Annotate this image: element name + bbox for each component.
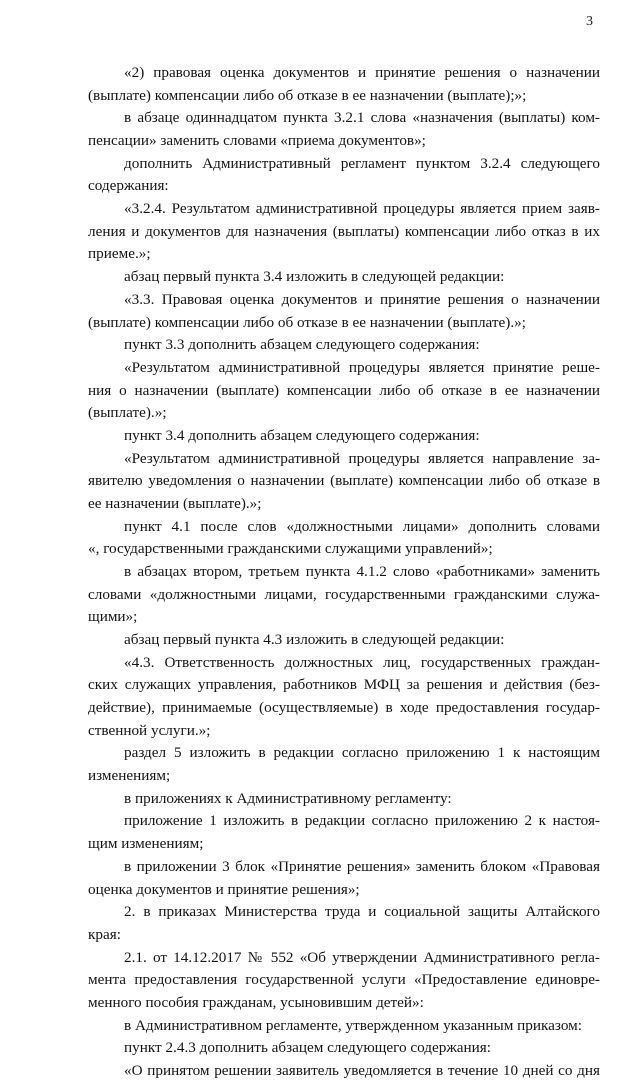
text-line: ских служащих управления, работников МФЦ за решения и действия (без- xyxy=(88,676,600,694)
text-line: менного пособия гражданам, усыновившим детей»: xyxy=(88,993,424,1011)
text-line: «3.3. Правовая оценка документов и принятие решения о назначении xyxy=(124,290,600,308)
text-line: ственной услуги.»; xyxy=(88,721,211,739)
text-line: действие), принимаемые (осуществляемые) в ходе предоставления государ- xyxy=(88,699,600,716)
text-line: в абзацах втором, третьем пункта 4.1.2 слово «работниками» заменить xyxy=(124,563,600,580)
text-line: щими»; xyxy=(88,608,138,626)
text-line: щим изменениям; xyxy=(88,835,204,853)
text-line: пункт 3.4 дополнить абзацем следующего содержания: xyxy=(124,426,480,444)
text-line: явителю уведомления о назначении (выплате) компенсации либо об отказе в xyxy=(88,472,600,490)
text-line: 2. в приказах Министерства труда и социальной защиты Алтайского xyxy=(124,903,600,921)
text-line: в Административном регламенте, утвержденном указанным приказом: xyxy=(124,1016,582,1034)
text-line: «О принятом решении заявитель уведомляется в течение 10 дней со дня xyxy=(124,1061,600,1079)
text-line: приеме.»; xyxy=(88,245,151,263)
text-line: «Результатом административной процедуры является принятие реше- xyxy=(124,358,600,376)
text-line: «2) правовая оценка документов и принятие решения о назначении xyxy=(124,64,600,81)
page-number: 3 xyxy=(586,14,593,29)
text-line: «Результатом административной процедуры является направление за- xyxy=(124,449,600,467)
text-line: в приложении 3 блок «Принятие решения» заменить блоком «Правовая xyxy=(124,857,600,875)
text-line: «4.3. Ответственность должностных лиц, государственных граждан- xyxy=(124,653,600,671)
text-line: ния о назначении (выплате) компенсации либо об отказе в ее назначении xyxy=(88,381,600,399)
text-line: (выплате) компенсации либо об отказе в ее назначении (выплате).»; xyxy=(88,313,526,331)
text-line: «3.2.4. Результатом административной процедуры является прием заяв- xyxy=(124,200,600,218)
text-line: (выплате) компенсации либо об отказе в ее назначении (выплате);»; xyxy=(88,86,527,104)
text-line: абзац первый пункта 4.3 изложить в следующей редакции: xyxy=(124,631,505,648)
text-line: приложение 1 изложить в редакции согласно приложению 2 к настоя- xyxy=(124,812,600,830)
text-line: оценка документов и принятие решения»; xyxy=(88,880,360,898)
text-line: края: xyxy=(88,925,121,943)
text-line: в абзаце одиннадцатом пункта 3.2.1 слова «назначения (выплаты) ком- xyxy=(124,109,600,127)
text-line: (выплате).»; xyxy=(88,404,167,422)
text-line: в приложениях к Административному регламенту: xyxy=(124,789,452,807)
text-line: пункт 3.3 дополнить абзацем следующего содержания: xyxy=(124,336,480,354)
text-line: изменениям; xyxy=(88,767,171,785)
text-line: содержания: xyxy=(88,177,169,195)
text-line: абзац первый пункта 3.4 изложить в следующей редакции: xyxy=(124,268,505,286)
text-line: 2.1. от 14.12.2017 № 552 «Об утверждении Административного регла- xyxy=(124,948,600,966)
text-line: «, государственными гражданскими служащими управлений»; xyxy=(88,540,493,558)
text-line: мента предоставления государственной услуги «Предоставление единовре- xyxy=(88,971,600,989)
text-line: пункт 4.1 после слов «должностными лицами» дополнить словами xyxy=(124,517,600,535)
text-line: ее назначении (выплате).»; xyxy=(88,494,262,512)
text-line: ления и документов для назначения (выплаты) компенсации либо отказ в их xyxy=(88,222,600,240)
text-line: дополнить Административный регламент пунктом 3.2.4 следующего xyxy=(124,154,600,172)
text-line: раздел 5 изложить в редакции согласно приложению 1 к настоящим xyxy=(124,744,600,762)
text-line: словами «должностными лицами, государственными гражданскими служа- xyxy=(88,585,600,603)
text-line: пенсации» заменить словами «приема документов»; xyxy=(88,132,426,149)
text-line: пункт 2.4.3 дополнить абзацем следующего содержания: xyxy=(124,1039,492,1057)
